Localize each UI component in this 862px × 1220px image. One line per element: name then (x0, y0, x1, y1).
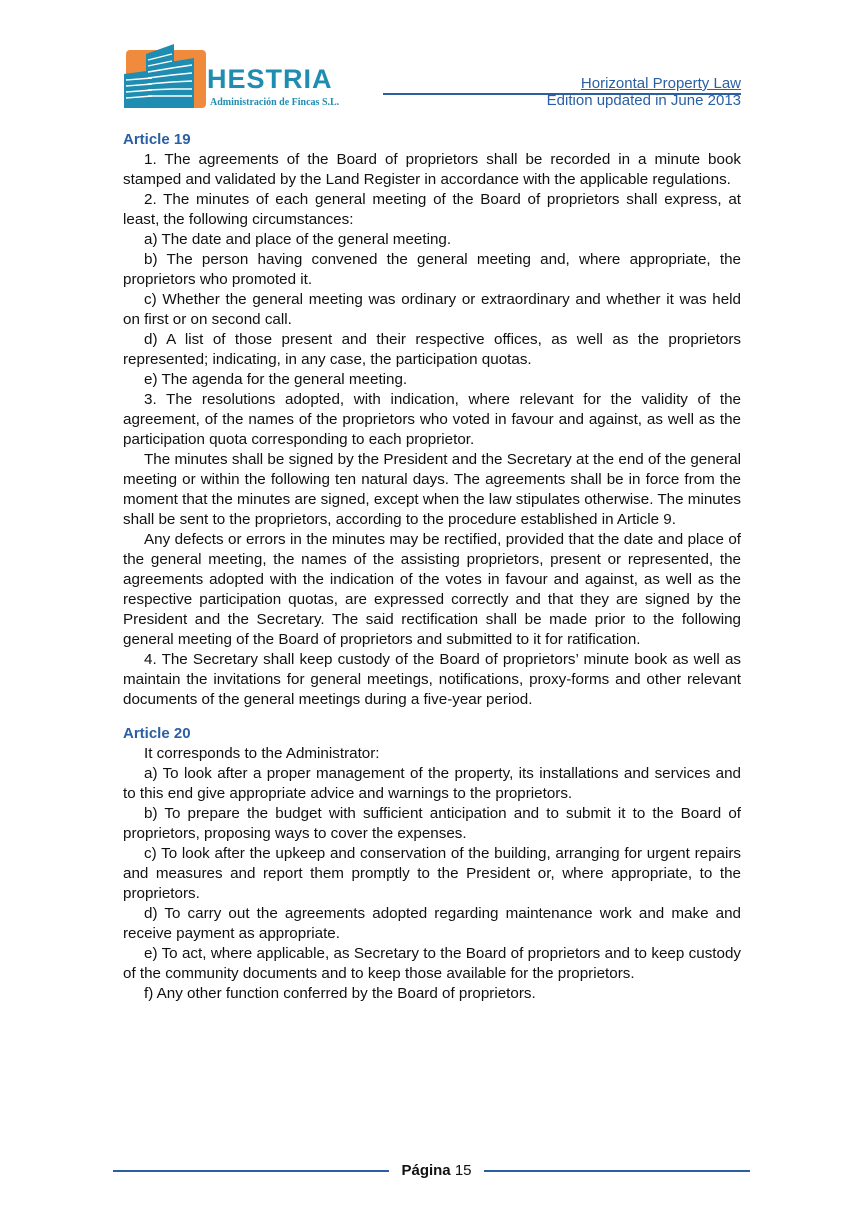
paragraph: e) The agenda for the general meeting. (144, 371, 408, 388)
brand-subtitle: Administración de Fincas S.L. (210, 97, 340, 108)
paragraph: The minutes shall be signed by the President and the Secretary at the end of the general meeting or within the following ten natural days. The agreements shall be in force from the moment that the minutes are signed, except when the law stipulates otherwise. The minutes shall be sent to the proprietors, according to the procedure established in Article 9. (123, 451, 741, 528)
paragraph: c) To look after the upkeep and conservation of the building, arranging for urgent repairs and measures and report them promptly to the President or, where appropriate, to the proprietors. (123, 845, 741, 902)
paragraph: d) A list of those present and their respective offices, as well as the proprietors represented; indicating, in any case, the participation quotas. (123, 331, 741, 368)
brand-name: HESTRIA (207, 64, 333, 94)
building-logo-icon (124, 44, 214, 110)
page-footer (389, 1162, 484, 1179)
page-label: Página (401, 1162, 451, 1179)
paragraph: 2. The minutes of each general meeting of the Board of proprietors shall express, at least, the following circumstances: (123, 191, 741, 228)
paragraph: 1. The agreements of the Board of proprietors shall be recorded in a minute book stamped and validated by the Land Register in accordance with the applicable regulations. (123, 151, 741, 188)
paragraph: c) Whether the general meeting was ordinary or extraordinary and whether it was held on first or on second call. (123, 291, 741, 328)
hestria-logo (124, 44, 374, 114)
document-header (547, 75, 741, 109)
paragraph: 4. The Secretary shall keep custody of the Board of proprietors’ minute book as well as maintain the invitations for general meetings, notifications, proxy-forms and other relevant documents of the general meetings during a five-year period. (123, 651, 741, 708)
paragraph: e) To act, where applicable, as Secretary to the Board of proprietors and to keep custody of the community documents and to keep those available for the proprietors. (123, 945, 741, 982)
paragraph: 3. The resolutions adopted, with indication, where relevant for the validity of the agreement, of the names of the proprietors who voted in favour and against, as well as the participation quota corresponding to each proprietor. (123, 391, 741, 448)
page-number: 15 (454, 1162, 472, 1179)
paragraph: Any defects or errors in the minutes may be rectified, provided that the date and place of the general meeting, the names of the assisting proprietors, present or represented, the agreements adopted with the indication of the votes in favour and against, as well as the respective participation quotas, are expressed correctly and that they are signed by the President and the Secretary. The said rectification shall be made prior to the following general meeting of the Board of proprietors and submitted to it for ratification. (123, 531, 741, 648)
paragraph: f) Any other function conferred by the Board of proprietors. (144, 985, 536, 1002)
section-gap (123, 710, 741, 724)
paragraph: b) The person having convened the general meeting and, where appropriate, the proprietors who promoted it. (123, 251, 741, 288)
article-19-title: Article 19 (123, 131, 191, 148)
document-body (123, 130, 741, 1004)
paragraph: a) The date and place of the general meeting. (144, 231, 452, 248)
article-20-title: Article 20 (123, 725, 191, 742)
paragraph: a) To look after a proper management of the property, its installations and services and to this end give appropriate advice and warnings to the proprietors. (123, 765, 741, 802)
paragraph: d) To carry out the agreements adopted regarding maintenance work and make and receive payment as appropriate. (123, 905, 741, 942)
footer-rule-left (113, 1170, 389, 1172)
footer-rule-right (484, 1170, 750, 1172)
document-edition: Edition updated in June 2013 (546, 92, 741, 109)
paragraph: It corresponds to the Administrator: (144, 745, 380, 762)
document-title: Horizontal Property Law (580, 75, 741, 92)
paragraph: b) To prepare the budget with sufficient anticipation and to submit it to the Board of proprietors, proposing ways to cover the expenses. (123, 805, 741, 842)
